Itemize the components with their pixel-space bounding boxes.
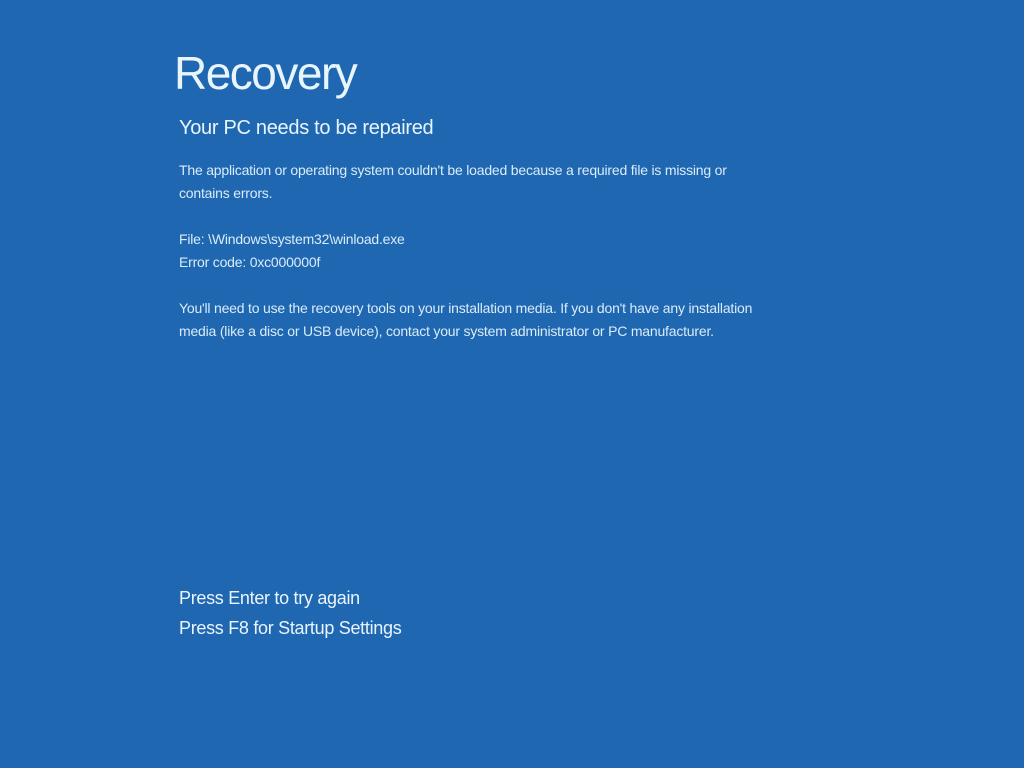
keyboard-action-hints	[179, 583, 401, 643]
error-details	[179, 228, 405, 274]
action-hint-enter: Press Enter to try again	[179, 588, 360, 608]
page-title: Recovery	[174, 47, 357, 99]
error-description-line-2: contains errors.	[179, 185, 273, 201]
error-description	[179, 159, 727, 205]
action-hint-f8: Press F8 for Startup Settings	[179, 618, 402, 638]
recovery-instructions-line-2: media (like a disc or USB device), contact your system administrator or PC manufacturer.	[179, 323, 714, 339]
subtitle: Your PC needs to be repaired	[179, 117, 434, 139]
error-description-line-1: The application or operating system couldn't be loaded because a required file is missing or	[179, 162, 727, 178]
file-path: File: \Windows\system32\winload.exe	[179, 231, 405, 247]
recovery-instructions-line-1: You'll need to use the recovery tools on your installation media. If you don't have any installation	[179, 300, 753, 316]
recovery-instructions	[179, 297, 752, 343]
error-code: Error code: 0xc000000f	[179, 254, 321, 270]
